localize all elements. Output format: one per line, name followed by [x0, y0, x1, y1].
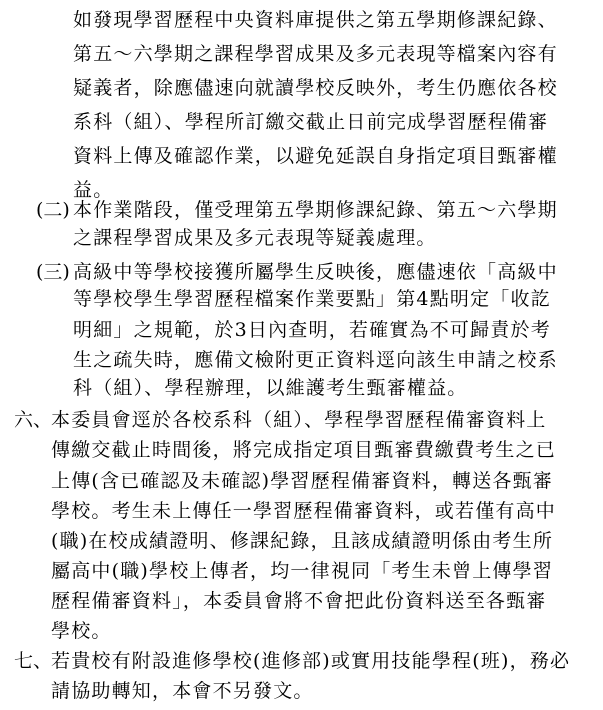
- item-6-marker: 六、: [14, 409, 53, 431]
- paragraph-1-line-1: 如發現學習歷程中央資料庫提供之第五學期修課紀錄、: [73, 9, 558, 31]
- item-3-marker: (三): [36, 261, 70, 283]
- paragraph-1-line-5: 資料上傳及確認作業，以避免延誤自身指定項目甄審權: [73, 145, 558, 167]
- item-3-line-3: 明細」之規範，於3日內查明，若確實為不可歸責於考: [73, 319, 551, 341]
- item-6-line-7: 歷程備審資料」，本委員會將不會把此份資料送至各甄審: [51, 590, 547, 612]
- item-6-line-8: 學校。: [51, 620, 112, 642]
- item-6-line-6: 屬高中(職)學校上傳者，均一律視同「考生未曾上傳學習: [51, 560, 554, 582]
- item-3-line-5: 科（組）、學程辦理，以維護考生甄審權益。: [73, 377, 468, 399]
- item-6-line-4: 學校。考生未上傳任一學習歷程備審資料，或若僅有高中: [51, 500, 557, 522]
- item-6-line-5: (職)在校成績證明、修課紀錄，且該成績證明係由考生所: [51, 530, 554, 552]
- item-2-line-2: 之課程學習成果及多元表現等疑義處理。: [73, 227, 437, 249]
- item-3-line-2: 等學校學生學習歷程檔案作業要點」第4點明定「收訖: [73, 288, 551, 310]
- item-7-marker: 七、: [14, 650, 53, 672]
- item-3-line-1: 高級中等學校接獲所屬學生反映後，應儘速依「高級中: [73, 261, 558, 283]
- paragraph-1-line-6: 益。: [73, 179, 114, 201]
- paragraph-1-line-4: 系科（組）、學程所訂繳交截止日前完成學習歷程備審: [73, 111, 549, 133]
- item-3-line-4: 生之疏失時，應備文檢附更正資料逕向該生申請之校系: [73, 349, 558, 371]
- item-6-line-2: 傳繳交截止時間後，將完成指定項目甄審費繳費考生之已: [51, 439, 557, 461]
- item-7-line-2: 請協助轉知，本會不另發文。: [51, 680, 314, 702]
- item-2-marker: (二): [36, 199, 70, 221]
- paragraph-1-line-3: 疑義者，除應儘速向就讀學校反映外，考生仍應依各校: [73, 77, 558, 99]
- item-6-line-1: 本委員會逕於各校系科（組）、學程學習歷程備審資料上: [51, 409, 547, 431]
- item-6-line-3: 上傳(含已確認及未確認)學習歷程備審資料，轉送各甄審: [51, 470, 554, 492]
- item-2-line-1: 本作業階段，僅受理第五學期修課紀錄、第五～六學期: [73, 199, 558, 221]
- item-7-line-1: 若貴校有附設進修學校(進修部)或實用技能學程(班)，務必: [51, 650, 571, 672]
- paragraph-1-line-2: 第五～六學期之課程學習成果及多元表現等檔案內容有: [73, 43, 558, 65]
